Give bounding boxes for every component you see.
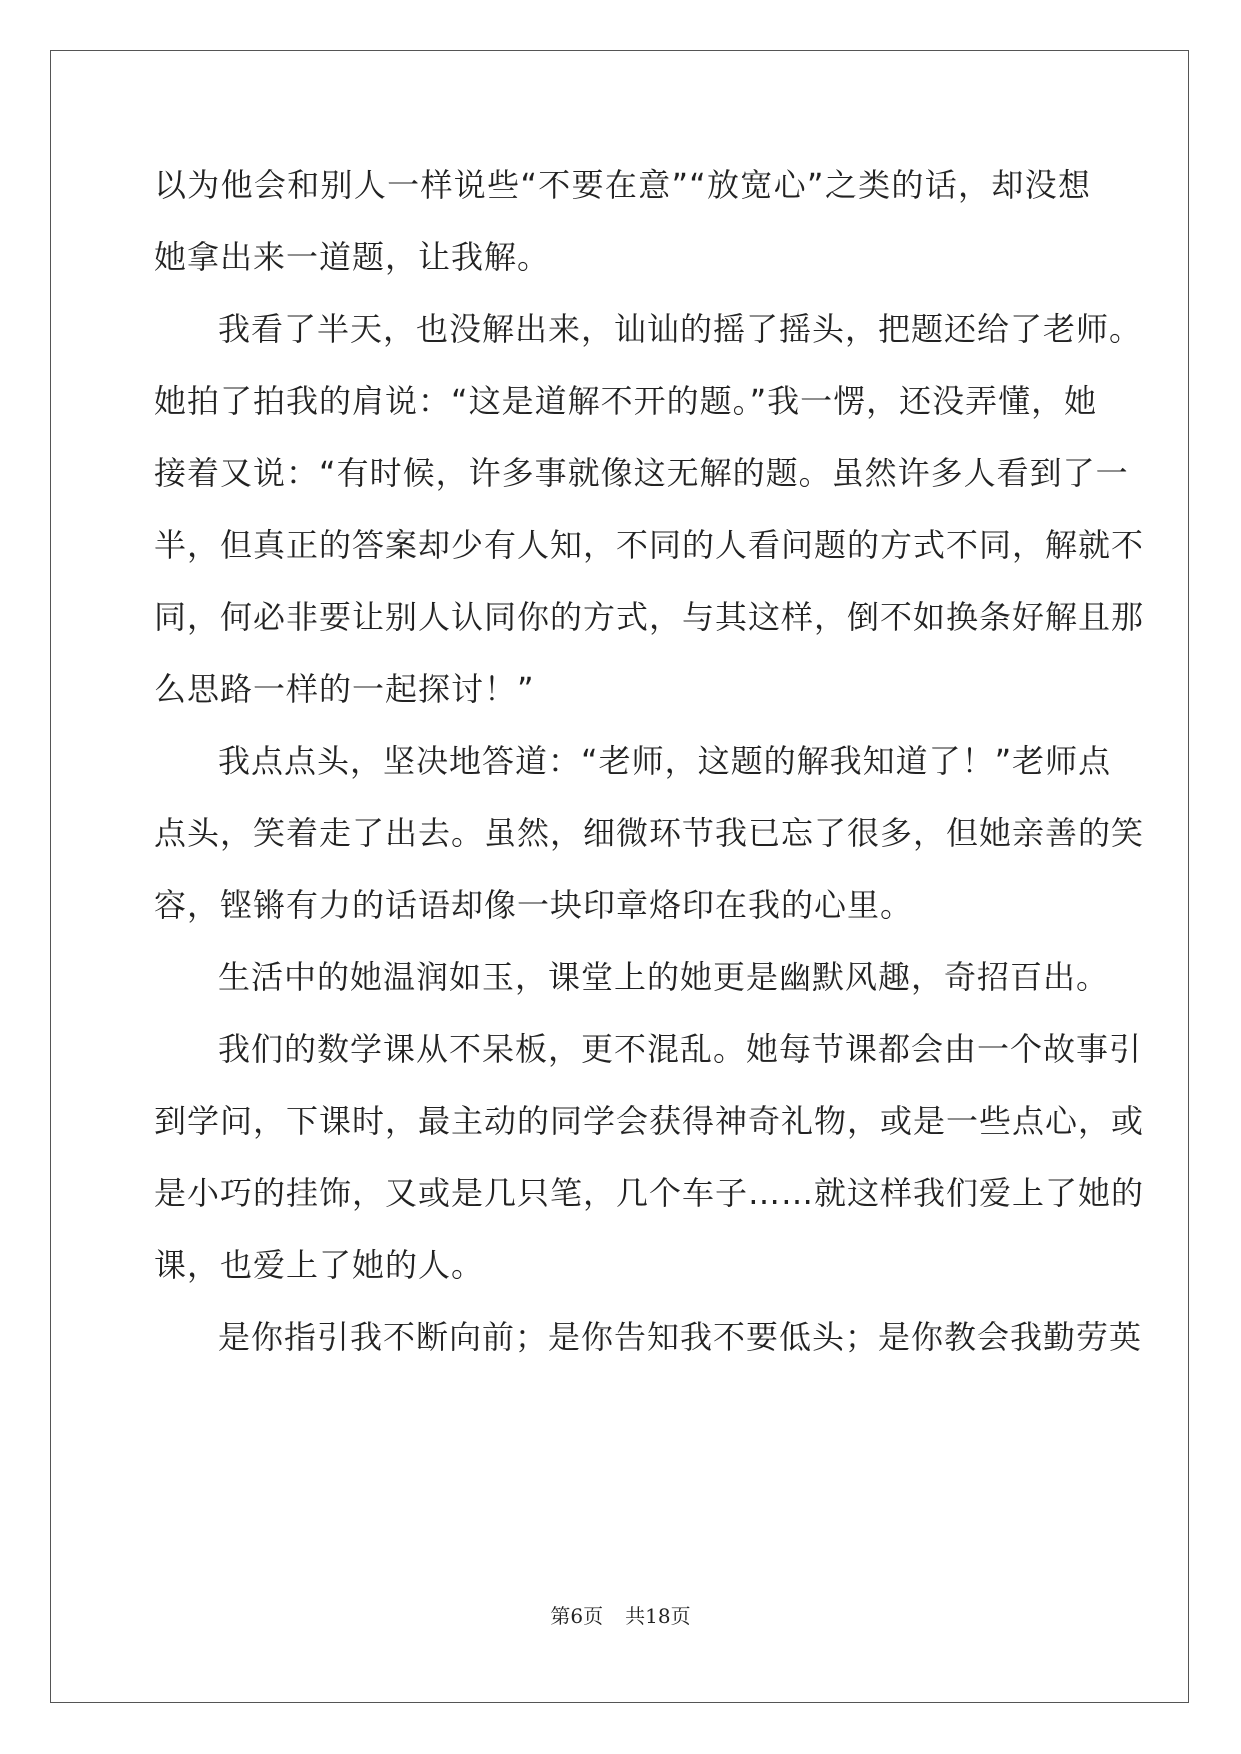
page-frame [50, 50, 1189, 1703]
text-line: 是小巧的挂饰，又或是几只笔，几个车子……就这样我们爱上了她的 [154, 1174, 1145, 1212]
text-line: 容，铿锵有力的话语却像一块印章烙印在我的心里。 [154, 886, 914, 924]
text-line: 点头，笑着走了出去。虽然，细微环节我已忘了很多，但她亲善的笑 [154, 814, 1145, 852]
page-number: 第6页 [550, 1604, 604, 1628]
text-line: 课，也爱上了她的人。 [154, 1246, 485, 1284]
text-line: 我看了半天，也没解出来，讪讪的摇了摇头，把题还给了老师。 [218, 310, 1143, 348]
text-line: 她拿出来一道题，让我解。 [154, 238, 551, 276]
text-line: 半，但真正的答案却少有人知，不同的人看问题的方式不同，解就不 [154, 526, 1145, 564]
text-line: 我点点头，坚决地答道：“老师，这题的解我知道了！”老师点 [218, 742, 1112, 780]
text-line: 么思路一样的一起探讨！” [154, 670, 535, 708]
text-line: 是你指引我不断向前；是你告知我不要低头；是你教会我勤劳英 [218, 1318, 1143, 1356]
text-line: 以为他会和别人一样说些“不要在意”“放宽心”之类的话，却没想 [154, 166, 1091, 204]
text-line: 到学问，下课时，最主动的同学会获得神奇礼物，或是一些点心，或 [154, 1102, 1145, 1140]
text-line: 她拍了拍我的肩说：“这是道解不开的题。”我一愣，还没弄懂，她 [154, 382, 1098, 420]
text-line: 生活中的她温润如玉，课堂上的她更是幽默风趣，奇招百出。 [218, 958, 1110, 996]
page-total: 共18页 [625, 1604, 691, 1628]
text-line: 同，何必非要让别人认同你的方式，与其这样，倒不如换条好解且那 [154, 598, 1145, 636]
page-footer [0, 1602, 1241, 1630]
text-line: 我们的数学课从不呆板，更不混乱。她每节课都会由一个故事引 [218, 1030, 1143, 1068]
text-line: 接着又说：“有时候，许多事就像这无解的题。虽然许多人看到了一 [154, 454, 1129, 492]
